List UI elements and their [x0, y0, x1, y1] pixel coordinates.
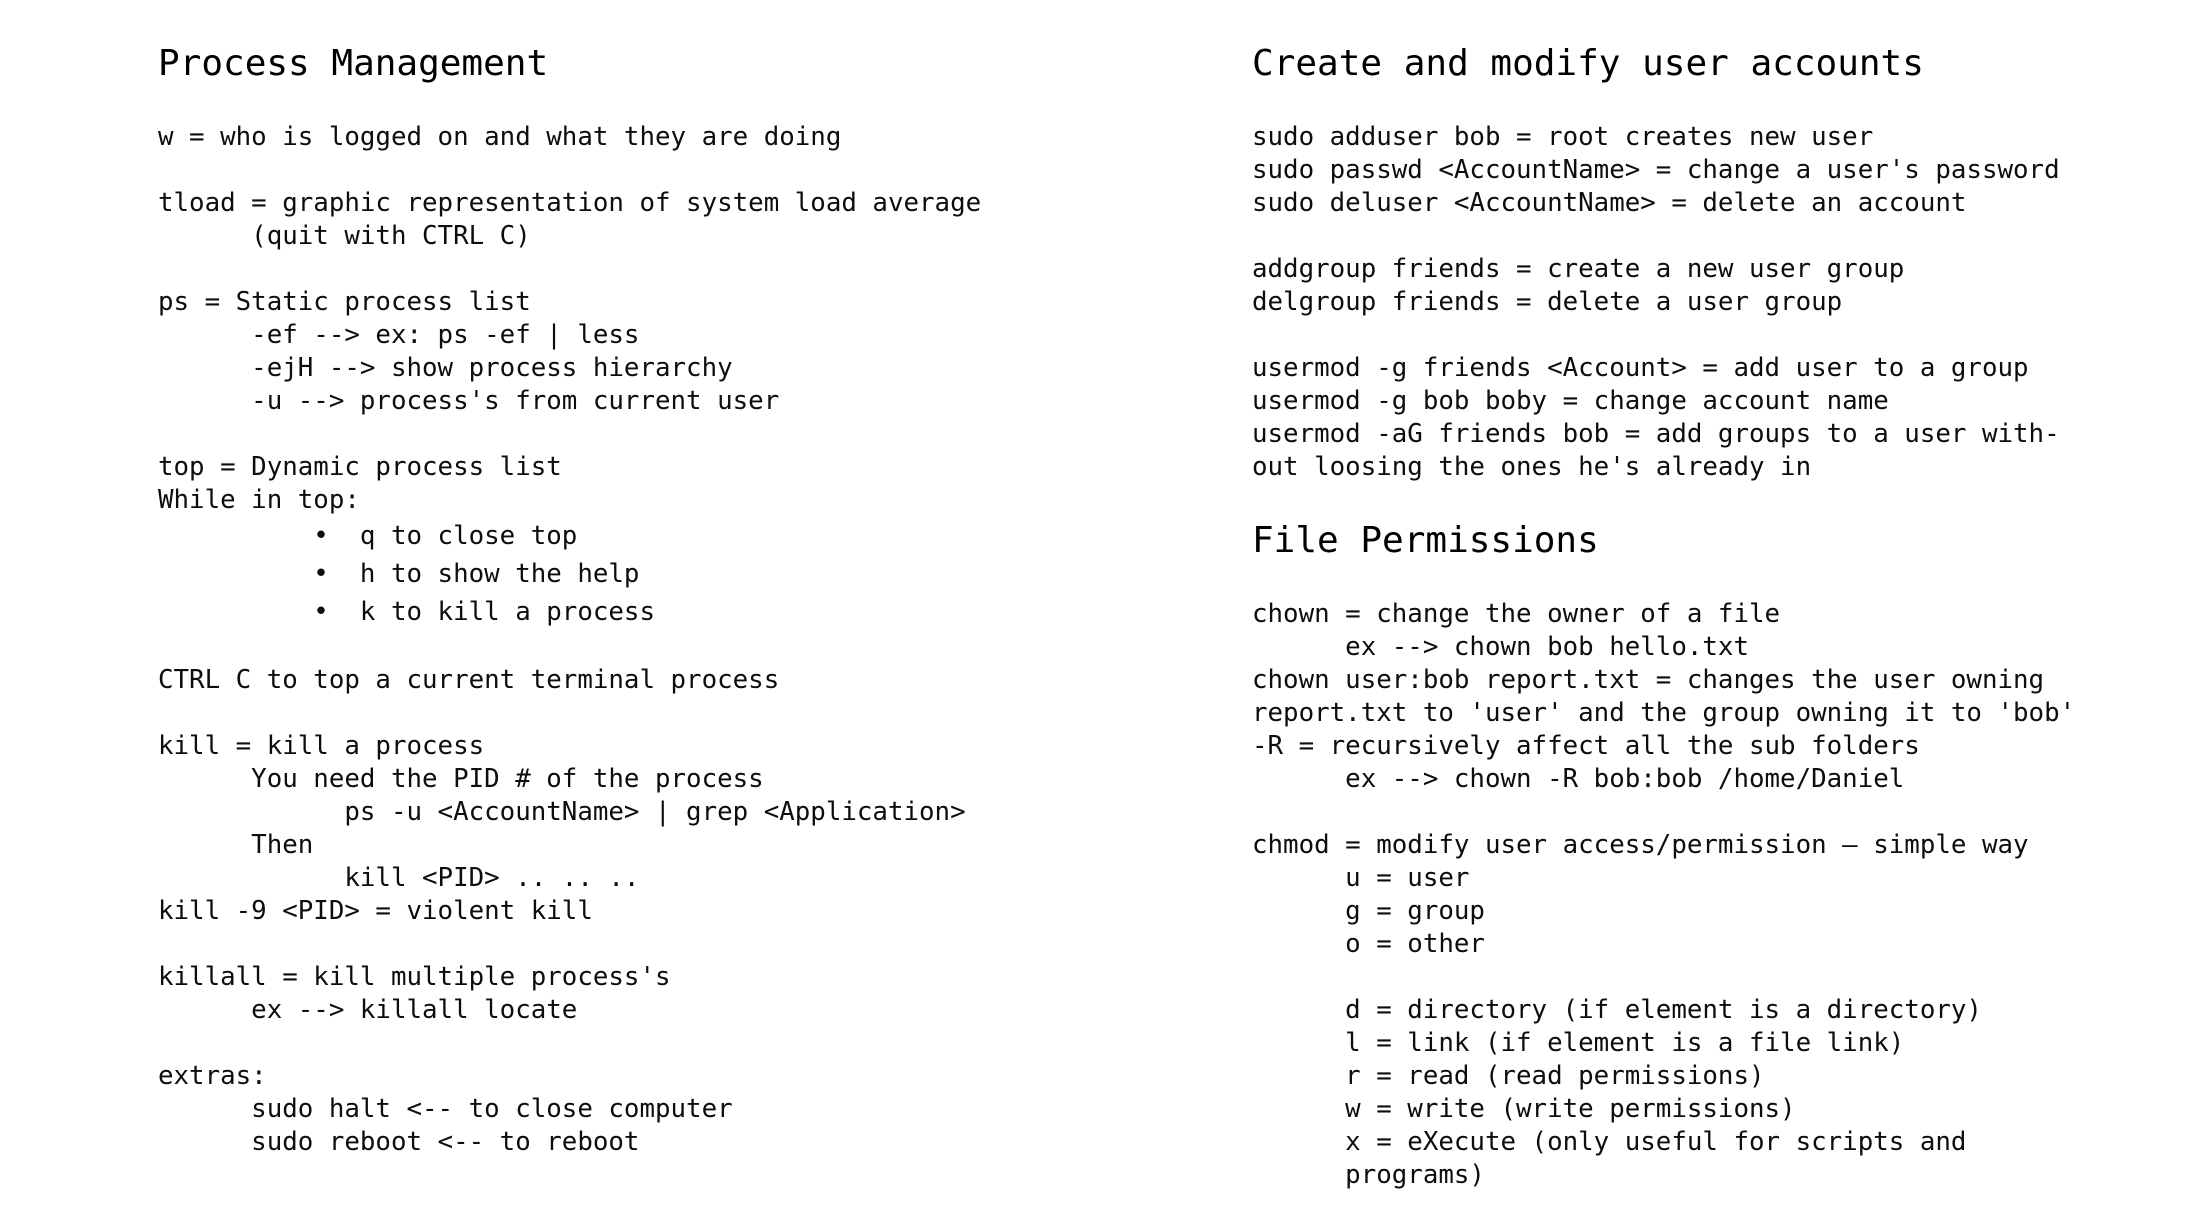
- text-line: report.txt to 'user' and the group owning it to 'bob': [1252, 698, 2076, 728]
- text-line: x = eXecute (only useful for scripts and: [1252, 1127, 1967, 1157]
- text-line: w = write (write permissions): [1252, 1094, 1796, 1124]
- text-line: ex --> killall locate: [158, 995, 578, 1025]
- blank-line: [158, 631, 981, 664]
- text-line: ps -u <AccountName> | grep <Application>: [158, 797, 966, 827]
- text-line: ex --> chown bob hello.txt: [1252, 632, 1749, 662]
- blank-line: [158, 1027, 981, 1060]
- blank-line: [1252, 484, 2075, 517]
- text-line: kill = kill a process: [158, 731, 485, 761]
- text-line: u = user: [1252, 863, 1470, 893]
- blank-line: [158, 928, 981, 961]
- blank-line: [1252, 796, 2075, 829]
- blank-line: [1252, 88, 2075, 121]
- text-line: extras:: [158, 1061, 267, 1091]
- section-heading: Create and modify user accounts: [1252, 43, 1924, 84]
- text-line: ex --> chown -R bob:bob /home/Daniel: [1252, 764, 1905, 794]
- text-line: chown user:bob report.txt = changes the user owning: [1252, 665, 2045, 695]
- blank-line: [158, 88, 981, 121]
- blank-line: [158, 253, 981, 286]
- text-line: You need the PID # of the process: [158, 764, 764, 794]
- text-line: -R = recursively affect all the sub folders: [1252, 731, 1920, 761]
- blank-line: [1252, 319, 2075, 352]
- section-heading: Process Management: [158, 43, 549, 84]
- text-line: r = read (read permissions): [1252, 1061, 1765, 1091]
- text-line: d = directory (if element is a directory): [1252, 995, 1982, 1025]
- text-line: sudo deluser <AccountName> = delete an account: [1252, 188, 1967, 218]
- text-line: usermod -g bob boby = change account name: [1252, 386, 1889, 416]
- blank-line: [1252, 220, 2075, 253]
- text-line: l = link (if element is a file link): [1252, 1028, 1905, 1058]
- text-line: sudo halt <-- to close computer: [158, 1094, 733, 1124]
- text-line: addgroup friends = create a new user group: [1252, 254, 1905, 284]
- text-line: usermod -aG friends bob = add groups to a user with-: [1252, 419, 2060, 449]
- blank-line: [1252, 565, 2075, 598]
- blank-line: [158, 154, 981, 187]
- left-column-process-management: [158, 40, 981, 1159]
- text-line: Then: [158, 830, 314, 860]
- text-line: -u --> process's from current user: [158, 386, 780, 416]
- text-line: o = other: [1252, 929, 1485, 959]
- text-line: kill -9 <PID> = violent kill: [158, 896, 593, 926]
- text-line: While in top:: [158, 485, 360, 515]
- text-line: kill <PID> .. .. ..: [158, 863, 640, 893]
- text-line: -ejH --> show process hierarchy: [158, 353, 733, 383]
- text-line: usermod -g friends <Account> = add user to a group: [1252, 353, 2029, 383]
- text-line: chown = change the owner of a file: [1252, 599, 1781, 629]
- text-line: top = Dynamic process list: [158, 452, 562, 482]
- right-column-user-accounts-file-permissions: [1252, 40, 2075, 1192]
- text-line: -ef --> ex: ps -ef | less: [158, 320, 640, 350]
- text-line: killall = kill multiple process's: [158, 962, 671, 992]
- text-line: sudo reboot <-- to reboot: [158, 1127, 640, 1157]
- text-line: g = group: [1252, 896, 1485, 926]
- text-line: sudo passwd <AccountName> = change a user's password: [1252, 155, 2060, 185]
- text-line: out loosing the ones he's already in: [1252, 452, 1812, 482]
- text-line: w = who is logged on and what they are doing: [158, 122, 842, 152]
- blank-line: [158, 418, 981, 451]
- text-line: programs): [1252, 1160, 1485, 1190]
- text-line: CTRL C to top a current terminal process: [158, 665, 780, 695]
- bullet-list-item: • k to kill a process: [158, 597, 655, 627]
- blank-line: [158, 697, 981, 730]
- bullet-list-item: • h to show the help: [158, 559, 640, 589]
- blank-line: [1252, 961, 2075, 994]
- text-line: delgroup friends = delete a user group: [1252, 287, 1843, 317]
- text-line: sudo adduser bob = root creates new user: [1252, 122, 1874, 152]
- section-heading: File Permissions: [1252, 520, 1599, 561]
- bullet-list-item: • q to close top: [158, 521, 578, 551]
- text-line: tload = graphic representation of system load average: [158, 188, 982, 218]
- text-line: ps = Static process list: [158, 287, 531, 317]
- text-line: chmod = modify user access/permission – simple way: [1252, 830, 2029, 860]
- text-line: (quit with CTRL C): [158, 221, 531, 251]
